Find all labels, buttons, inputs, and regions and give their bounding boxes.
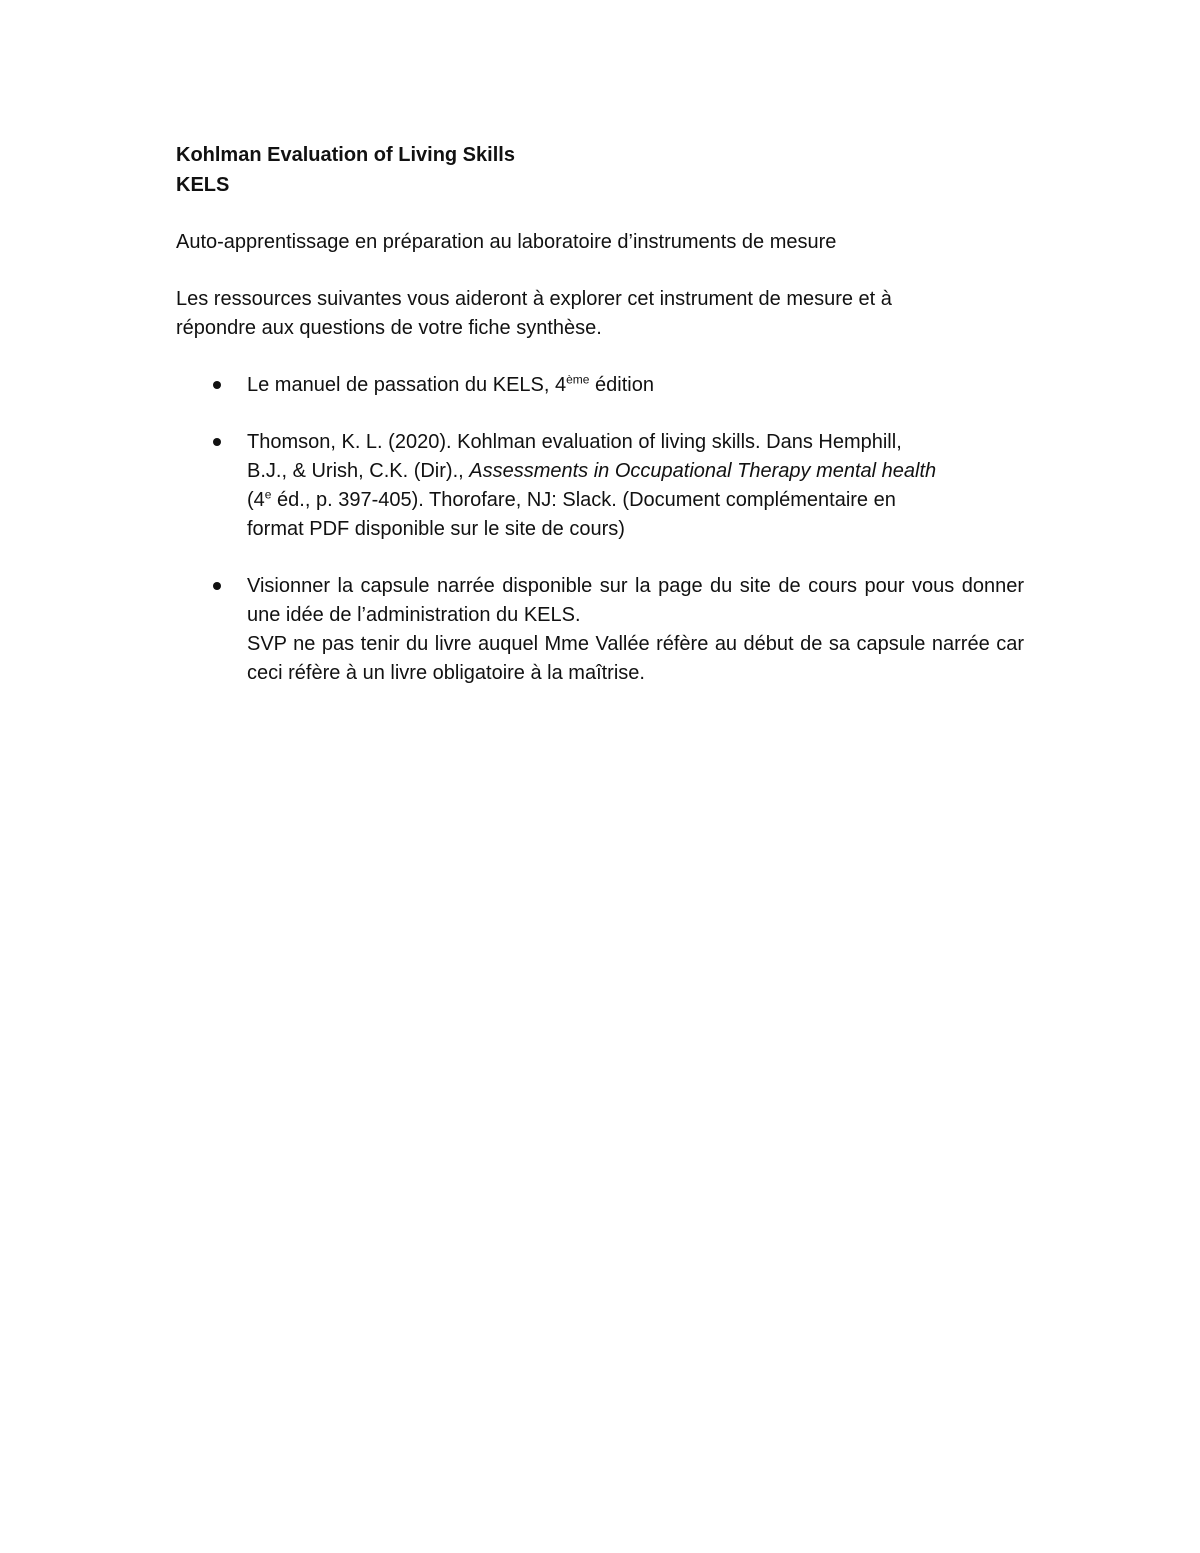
document-acronym: KELS: [176, 174, 230, 196]
bullet-icon: [213, 582, 221, 590]
bullet-icon: [213, 381, 221, 389]
document-subtitle: Auto-apprentissage en préparation au laboratoire d’instruments de mesure: [176, 231, 837, 253]
document-page: [176, 140, 1024, 716]
book-title: Assessments in Occupational Therapy mental health: [469, 460, 937, 482]
resource-text: Visionner la capsule narrée disponible sur la page du site de cours pour vous donner une idée de l’administration du KELS.: [247, 575, 1024, 626]
resource-note: SVP ne pas tenir du livre auquel Mme Vallée réfère au début de sa capsule narrée car ceci réfère à un livre obligatoire à la maîtrise.: [247, 633, 1024, 684]
bullet-icon: [213, 438, 221, 446]
resource-text: Le manuel de passation du KELS, 4ème édition: [247, 372, 654, 396]
list-item: [176, 371, 1024, 400]
document-title: Kohlman Evaluation of Living Skills: [176, 144, 515, 166]
resource-text: Thomson, K. L. (2020). Kohlman evaluation of living skills. Dans Hemphill, B.J., & Urish, C.K. (Dir)., Assessments in Occupational Therapy mental health (4e éd., p. 397-405). Thorofare, NJ: Slack. (Document complémentaire en format PDF disponible sur le site de cours): [247, 431, 937, 540]
list-item: [176, 572, 1024, 688]
list-item: [176, 428, 947, 544]
resource-list: [176, 371, 1024, 688]
intro-paragraph: Les ressources suivantes vous aideront à explorer cet instrument de mesure et à répondre aux questions de votre fiche synthèse.: [176, 288, 892, 339]
